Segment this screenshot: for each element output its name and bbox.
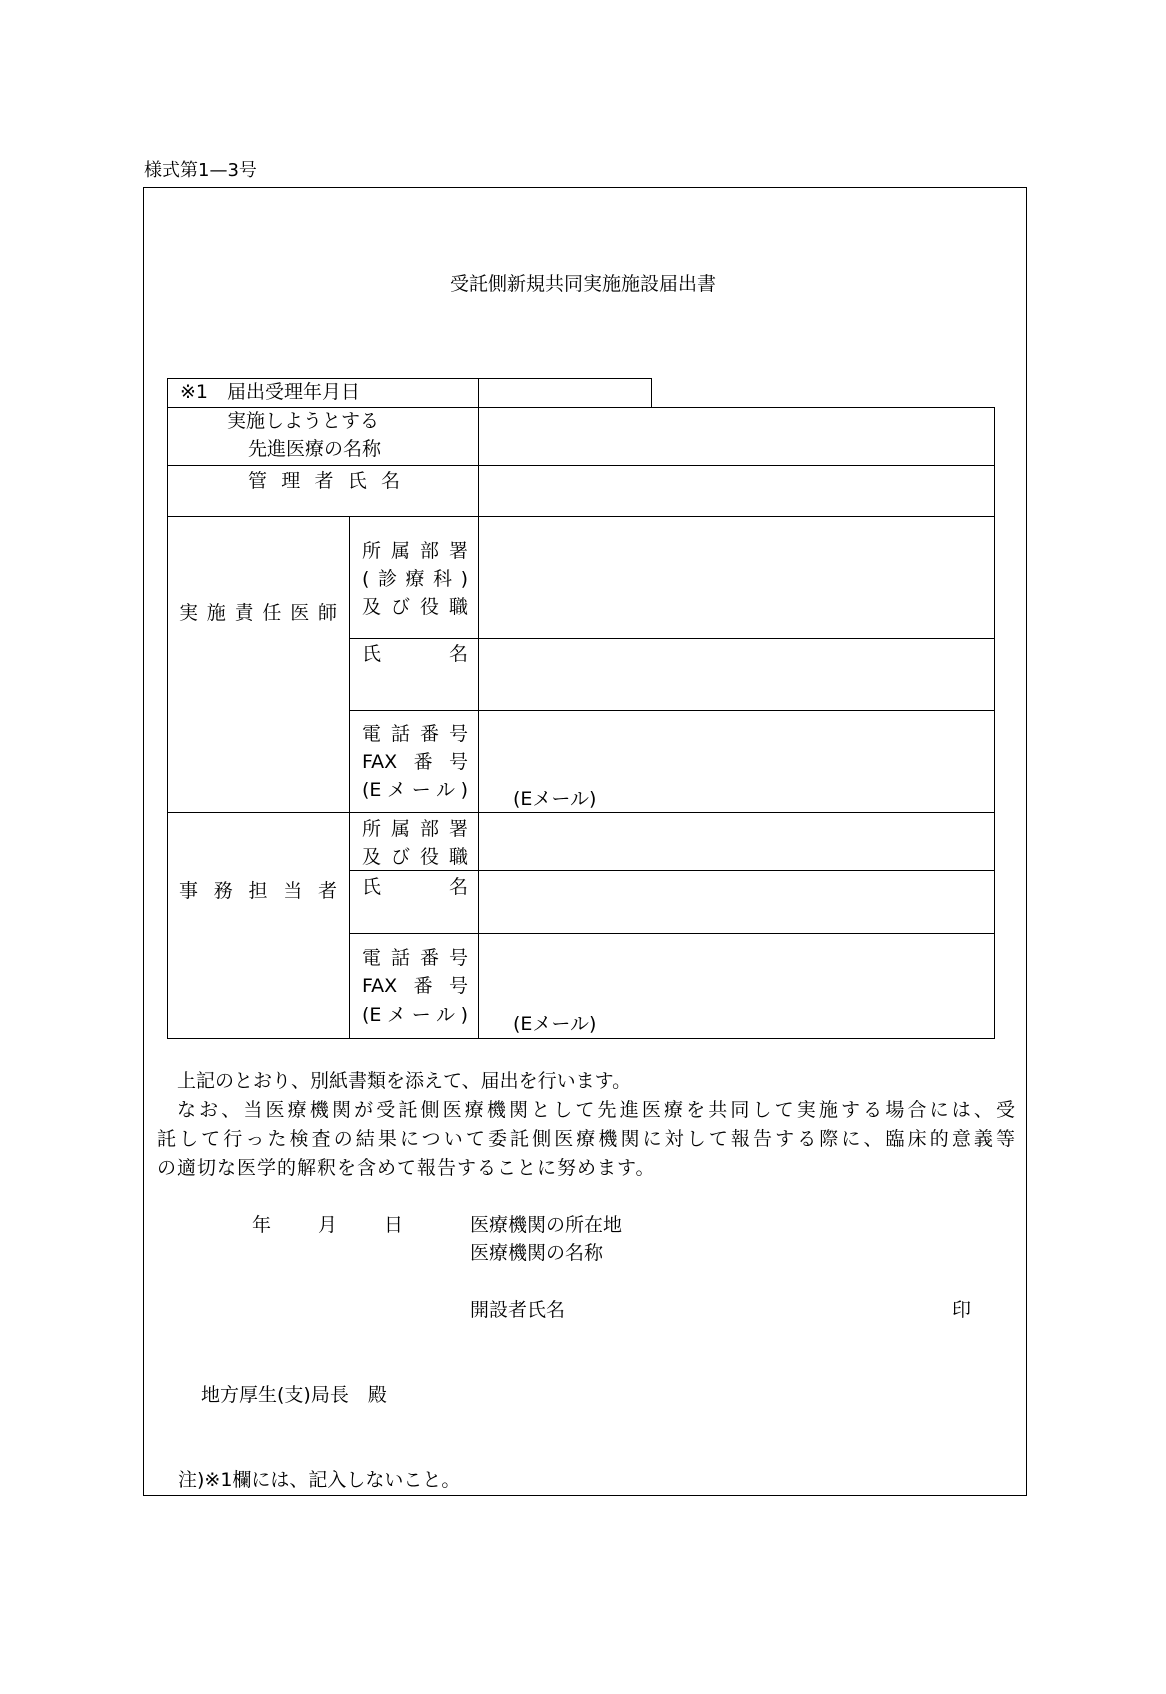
institution-address-label: 医療機関の所在地	[470, 1214, 623, 1236]
date-year: 年	[252, 1214, 272, 1236]
doctor-tel-label: 電話番号	[362, 723, 468, 745]
doctor-name-field[interactable]	[479, 639, 993, 709]
institution-name-label: 医療機関の名称	[470, 1242, 604, 1264]
manager-label: 管理者氏名	[248, 470, 400, 492]
clerk-section-label: 事務担当者	[179, 880, 337, 902]
manager-name-field[interactable]	[479, 466, 993, 515]
doctor-dept-label-2: (診療科)	[362, 568, 468, 590]
tech-name-label-2: 先進医療の名称	[248, 438, 382, 460]
addressee: 地方厚生(支)局長 殿	[201, 1384, 387, 1406]
form-title: 受託側新規共同実施施設届出書	[449, 273, 716, 295]
clerk-dept-label-1: 所属部署	[362, 818, 468, 840]
date-month: 月	[318, 1214, 338, 1236]
form-number: 様式第1—3号	[144, 160, 257, 181]
clerk-dept-field[interactable]	[479, 813, 993, 869]
clerk-name-label-2: 名	[449, 876, 469, 898]
doctor-section-label: 実施責任医師	[179, 602, 337, 624]
doctor-email-value-label: (Eメール)	[513, 788, 597, 810]
doctor-name-label-1: 氏	[362, 643, 382, 665]
body-line-2: なお、当医療機関が受託側医療機関として先進医療を共同して実施する場合には、受	[177, 1099, 1015, 1121]
clerk-tel-label: 電話番号	[362, 947, 468, 969]
clerk-email-value-label: (Eメール)	[513, 1013, 597, 1035]
note: 注)※1欄には、記入しないこと。	[178, 1469, 461, 1491]
date-day: 日	[384, 1214, 404, 1236]
doctor-fax-label: FAX番号	[362, 751, 468, 773]
clerk-dept-label-2: 及び役職	[362, 846, 468, 868]
body-line-4: の適切な医学的解釈を含めて報告することに努めます。	[157, 1157, 656, 1179]
tech-name-label-1: 実施しようとする	[227, 410, 380, 432]
doctor-dept-field[interactable]	[479, 517, 993, 637]
body-line-1: 上記のとおり、別紙書類を添えて、届出を行います。	[177, 1070, 632, 1092]
clerk-name-label-1: 氏	[362, 876, 382, 898]
founder-name-label: 開設者氏名	[470, 1299, 566, 1321]
receipt-date-label: ※1 届出受理年月日	[180, 381, 361, 403]
doctor-dept-label-1: 所属部署	[362, 540, 468, 562]
clerk-name-field[interactable]	[479, 871, 993, 932]
tech-name-field[interactable]	[479, 408, 993, 464]
receipt-date-field[interactable]	[479, 379, 650, 406]
doctor-name-label-2: 名	[449, 643, 469, 665]
clerk-email-label: (Eメール)	[362, 1004, 468, 1026]
seal-mark: 印	[952, 1299, 972, 1321]
doctor-email-label: (Eメール)	[362, 779, 468, 801]
doctor-dept-label-3: 及び役職	[362, 596, 468, 618]
clerk-fax-label: FAX番号	[362, 975, 468, 997]
body-line-3: 託して行った検査の結果について委託側医療機関に対して報告する際に、臨床的意義等	[157, 1128, 1015, 1150]
